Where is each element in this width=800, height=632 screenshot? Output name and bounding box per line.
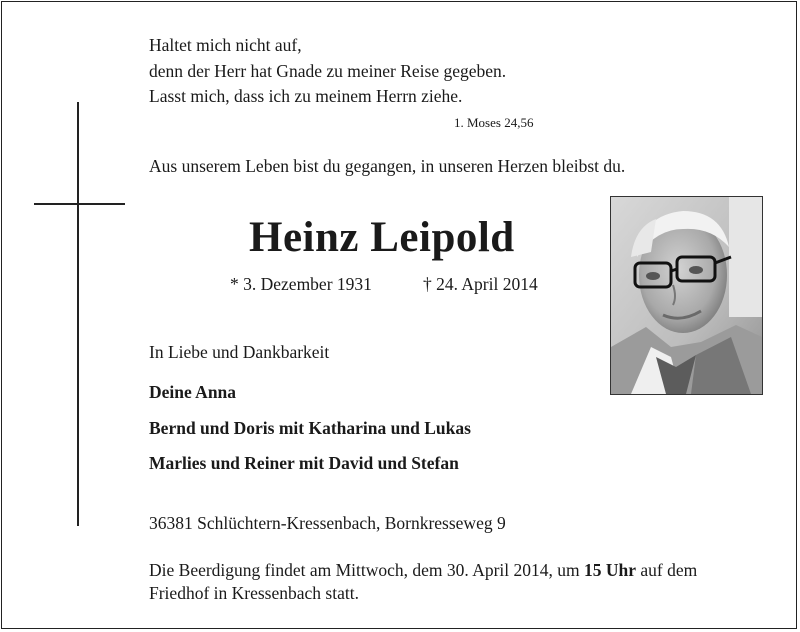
verse-reference: 1. Moses 24,56 bbox=[454, 115, 534, 130]
gratitude-line: In Liebe und Dankbarkeit bbox=[149, 342, 330, 362]
verse-line-2: denn der Herr hat Gnade zu meiner Reise gegeben. bbox=[149, 61, 507, 81]
funeral-info-line-1 bbox=[149, 562, 697, 580]
deceased-name: Heinz Leipold bbox=[249, 214, 515, 261]
mourner-line: Bernd und Doris mit Katharina und Lukas bbox=[149, 418, 471, 438]
portrait-photo bbox=[610, 196, 763, 395]
funeral-time: 15 Uhr bbox=[584, 560, 637, 580]
portrait-illustration bbox=[611, 197, 762, 394]
funeral-info-text-end: auf dem bbox=[640, 560, 698, 580]
cross-vertical-bar bbox=[77, 102, 79, 526]
mourner-line: Marlies und Reiner mit David und Stefan bbox=[149, 453, 459, 473]
cross-horizontal-bar bbox=[34, 203, 125, 205]
birth-date: * 3. Dezember 1931 bbox=[230, 274, 372, 294]
mourner-line: Deine Anna bbox=[149, 382, 237, 402]
funeral-info-text: Die Beerdigung findet am Mittwoch, dem 30. April 2014, um bbox=[149, 560, 580, 580]
death-date: † 24. April 2014 bbox=[423, 274, 538, 294]
funeral-info-line-2: Friedhof in Kressenbach statt. bbox=[149, 583, 359, 603]
verse-line-1: Haltet mich nicht auf, bbox=[149, 35, 302, 55]
motto: Aus unserem Leben bist du gegangen, in unseren Herzen bleibst du. bbox=[149, 156, 626, 176]
verse-line-3: Lasst mich, dass ich zu meinem Herrn ziehe. bbox=[149, 86, 463, 106]
address: 36381 Schlüchtern-Kressenbach, Bornkresseweg 9 bbox=[149, 513, 506, 533]
